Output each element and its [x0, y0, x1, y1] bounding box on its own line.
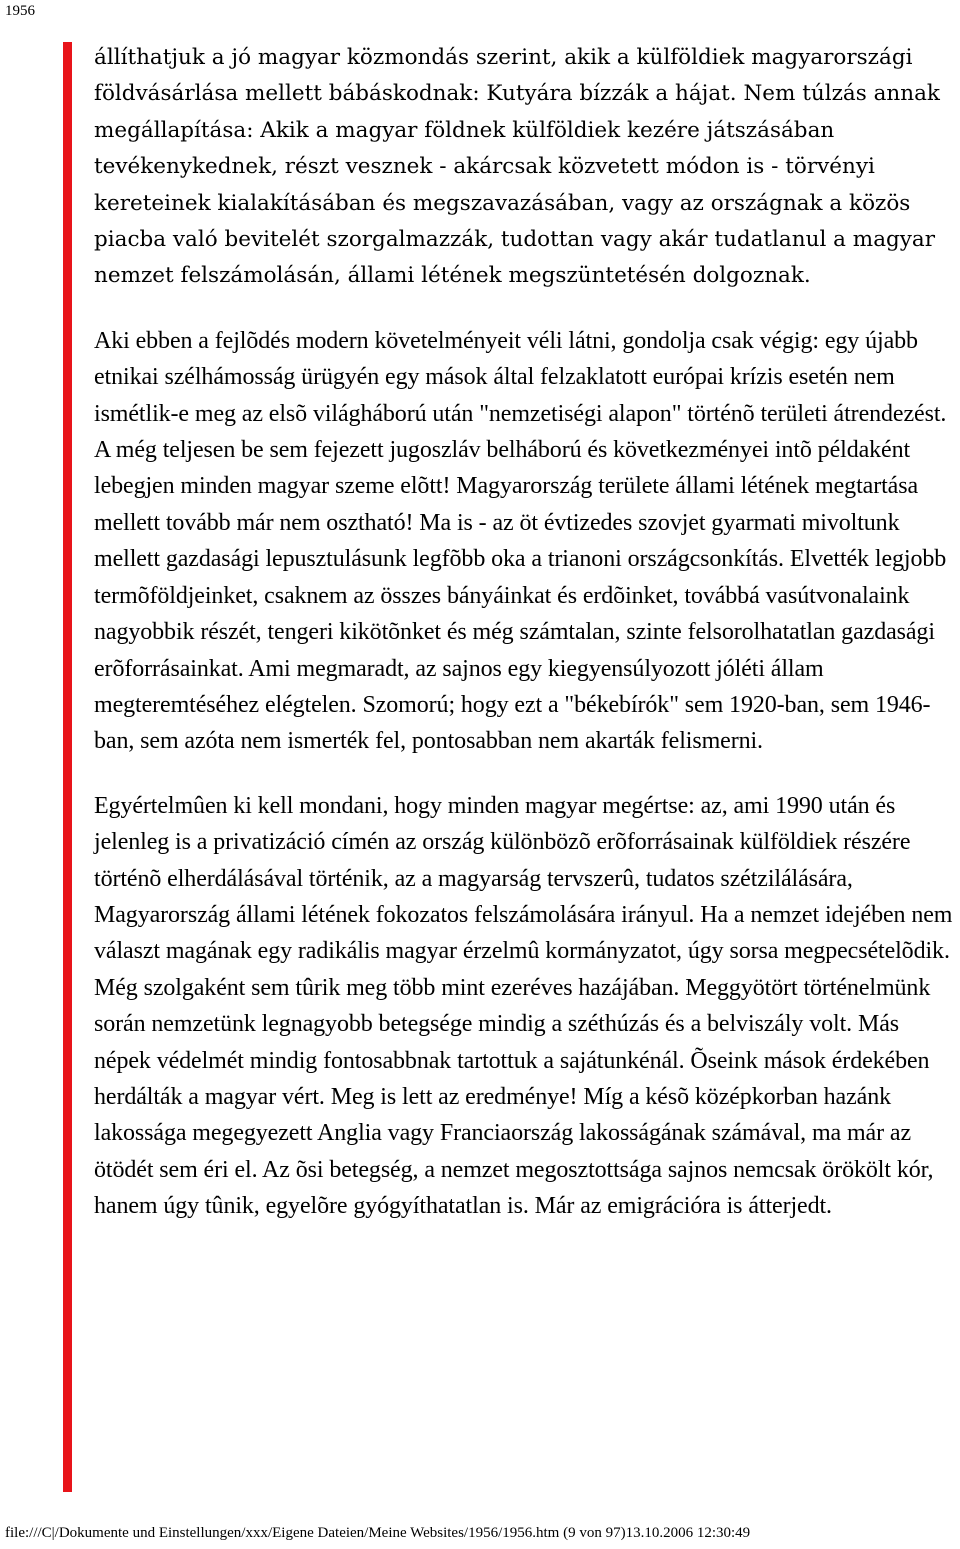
paragraph-3: Egyértelmûen ki kell mondani, hogy minden magyar megértse: az, ami 1990 után és jelenleg is a privatizáció címén az ország különbözõ erõforrásainak külföldiek részére történõ elherdálásával történik, az a magyarság tervszerû, tudatos szétzilálására, Magyarország állami létének fokozatos felszámolására irányul. Ha a nemzet idejében nem választ magának egy radikális magyar érzelmû kormányzatot, úgy sorsa megpecsételõdik. Még szolgaként sem tûrik meg több mint ezeréves hazájában. Meggyötört történelmünk során nemzetünk legnagyobb betegsége mindig a széthúzás és a belviszály volt. Más népek védelmét mindig fontosabbnak tartottuk a sajátunkénál. Õseink mások érdekében herdálták a magyar vért. Meg is lett az eredménye! Míg a késõ középkorban hazánk lakossága megegyezett Anglia vagy Franciaország lakosságának számával, ma már az ötödét sem éri el. Az õsi betegség, a nemzet megosztottsága sajnos nemcsak örökölt kór, hanem úgy tûnik, egyelõre gyógyíthatatlan is. Már az emigrációra is átterjedt. [94, 792, 953, 1220]
document-body [94, 40, 956, 1225]
paragraph-spacer [94, 295, 956, 323]
page-header-title: 1956 [5, 3, 35, 19]
red-margin-bar [63, 42, 72, 1492]
paragraph-2: Aki ebben a fejlõdés modern követelményeit véli látni, gondolja csak végig: egy újabb etnikai szélhámosság ürügyén egy mások által felzaklatott európai krízis esetén nem ismétlik-e meg az elsõ világháború után "nemzetiségi alapon" történõ területi átrendezést. A még teljesen be sem fejezett jugoszláv belháború és következményei intõ példaként lebegjen minden magyar szeme elõtt! Magyarország területe állami létének megtartása mellett tovább már nem osztható! Ma is - az öt évtizedes szovjet gyarmati mivoltunk mellett gazdasági lepusztulásunk legfõbb oka a trianoni országcsonkítás. Elvették legjobb termõföldjeinket, csaknem az összes bányáinkat és erdõinket, továbbá vasútvonalaink nagyobbik részét, tengeri kikötõnket és még számtalan, szinte felsorolhatatlan gazdasági erõforrásainkat. Ami megmaradt, az sajnos egy kiegyensúlyozott jóléti állam megteremtéséhez elégtelen. Szomorú; hogy ezt a "békebírók" sem 1920-ban, sem 1946-ban, sem azóta nem ismerték fel, pontosabban nem akarták felismerni. [94, 327, 947, 755]
paragraph-spacer [94, 760, 956, 788]
page-footer-file-path: file:///C|/Dokumente und Einstellungen/xxx/Eigene Dateien/Meine Websites/1956/1956.htm (9 von 97)13.10.2006 12:30:49 [5, 1525, 751, 1541]
paragraph-1: állíthatjuk a jó magyar közmondás szerint, akik a külföldiek magyarországi földvásárlása mellett bábáskodnak: Kutyára bízzák a hájat. Nem túlzás annak megállapítása: Akik a magyar földnek külföldiek kezére játszásában tevékenykednek, részt vesznek - akárcsak közvetett módon is - törvényi kereteinek kialakításában és megszavazásában, vagy az országnak a közös piacba való bevitelét szorgalmazzák, tudottan vagy akár tudatlanul a magyar nemzet felszámolásán, állami létének megszüntetésén dolgoznak. [94, 45, 940, 289]
